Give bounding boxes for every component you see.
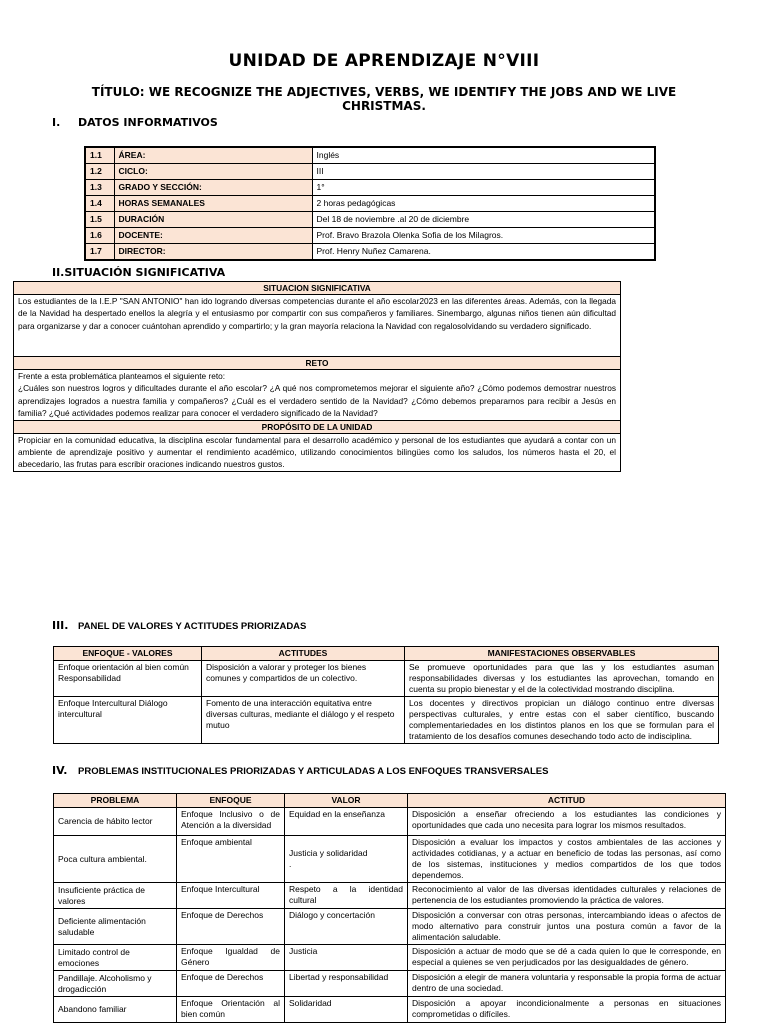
valor-cell: Respeto a la identidad cultural: [285, 883, 408, 909]
situacion-table: [13, 281, 621, 472]
situacion-text: Los estudiantes de la I.E.P "SAN ANTONIO" han ido logrando diversas competencias durante el año escolar2023 en las diferentes áreas. Además, con la llegada de la Navidad ha despertado enellos la alegría y el entusiasmo por compartir con sus compañeros y familiares. Sinembargo, algunas niños tienen aún dificultad para organizarse y dar a conocer cuántohan aprendido y compartirlo; y la gran mayoría relaciona la Navidad con regalosolvidando su verdadero significado.: [14, 295, 621, 357]
column-header: ENFOQUE: [177, 794, 285, 808]
problema-cell: Limitado control de emociones: [54, 945, 177, 971]
proposito-heading: PROPÓSITO DE LA UNIDAD: [14, 420, 621, 433]
enfoque-cell: Enfoque Inclusivo o de Atención a la diversidad: [177, 808, 285, 836]
table-row: [54, 971, 726, 997]
valor-cell: Libertad y responsabilidad: [285, 971, 408, 997]
info-label: ÁREA:: [114, 147, 312, 164]
column-header: MANIFESTACIONES OBSERVABLES: [405, 647, 719, 661]
info-row: [85, 244, 655, 261]
table-row: [54, 883, 726, 909]
problema-cell: Abandono familiar: [54, 997, 177, 1023]
manifestacion-cell: Los docentes y directivos propician un diálogo continuo entre diversas perspectivas culturales, y entre estas con el saber científico, buscando complementariedades en los distintos planos en los que se formulan para el tratamiento de los desafíos comunes desechando todo acto de indisciplina.: [405, 697, 719, 744]
problema-cell: Deficiente alimentación saludable: [54, 909, 177, 945]
problemas-table: [53, 793, 726, 1023]
actitud-cell: Disposición a elegir de manera voluntaria y responsable la propia forma de actuar dentro de una sociedad.: [408, 971, 726, 997]
actitud-cell: Reconocimiento al valor de las diversas identidades culturales y relaciones de pertenencia de los estudiantes promoviendo la práctica de valores.: [408, 883, 726, 909]
info-label: DURACIÓN: [114, 212, 312, 228]
info-label: DIRECTOR:: [114, 244, 312, 261]
manifestacion-cell: Se promueve oportunidades para que las y los estudiantes asuman responsabilidades diversas y los estudiantes las aprovechan, tomando en cuenta su propio bienestar y el de la colectividad mostrando disciplina.: [405, 661, 719, 697]
info-value: Prof. Henry Nuñez Camarena.: [312, 244, 655, 261]
info-table: [84, 146, 656, 261]
reto-text: Frente a esta problemática planteamos el siguiente reto: ¿Cuáles son nuestros logros y dificultades durante el año escolar? ¿A qué nos comprometemos mejorar el siguiente año? ¿Cómo podemos demostrar nuestros aprendizajes logrados a nuestra familia y compañeros? ¿Cuál es el verdadero sentido de la Navidad? ¿Cómo debemos prepararnos para recibir a Jesús en familia? ¿Qué actividades podemos realizar para conocer el verdadero significado de la Navidad?: [14, 370, 621, 421]
enfoque-cell: Enfoque Orientación al bien común: [177, 997, 285, 1023]
info-label: CICLO:: [114, 164, 312, 180]
info-row: [85, 212, 655, 228]
info-number: 1.7: [85, 244, 114, 261]
table-row: [54, 997, 726, 1023]
problema-cell: Carencia de hábito lector: [54, 808, 177, 836]
proposito-text: Propiciar en la comunidad educativa, la disciplina escolar fundamental para el desarrollo académico y personal de los estudiantes que ayudará a contar con un ambiente de aprendizaje positivo y aumentar el rendimiento académico, utilizando conocimientos bilingües como los saludos, los números hasta el 20, el abecedario, las frutas para escribir oraciones indicando nuestros gustos.: [14, 433, 621, 471]
valor-extra: .: [289, 859, 292, 869]
info-row: [85, 196, 655, 212]
actitud-cell: Disposición a conversar con otras personas, intercambiando ideas o afectos de modo alternativo para construir juntos una postura común a favor de la alimentación saludable.: [408, 909, 726, 945]
info-value: Inglés: [312, 147, 655, 164]
section-heading-problemas: IV. PROBLEMAS INSTITUCIONALES PRIORIZADAS Y ARTICULADAS A LOS ENFOQUES TRANSVERSALES: [52, 764, 549, 777]
enfoque-cell: Enfoque de Derechos: [177, 971, 285, 997]
actitud-cell: Disposición a apoyar incondicionalmente a personas en situaciones comprometidas o difíciles.: [408, 997, 726, 1023]
info-number: 1.3: [85, 180, 114, 196]
valor-cell: Diálogo y concertación: [285, 909, 408, 945]
document-title: UNIDAD DE APRENDIZAJE N°VIII: [228, 51, 540, 71]
info-value: Del 18 de noviembre .al 20 de diciembre: [312, 212, 655, 228]
valor-cell: [285, 836, 408, 883]
column-header: ACTITUDES: [202, 647, 405, 661]
column-header: VALOR: [285, 794, 408, 808]
enfoque-cell: Enfoque ambiental: [177, 836, 285, 883]
info-number: 1.2: [85, 164, 114, 180]
section-heading-valores: III. PANEL DE VALORES Y ACTITUDES PRIORIZADAS: [52, 619, 307, 632]
info-label: HORAS SEMANALES: [114, 196, 312, 212]
info-number: 1.6: [85, 228, 114, 244]
table-row: [54, 945, 726, 971]
table-row: [54, 836, 726, 883]
info-value: Prof. Bravo Brazola Olenka Sofia de los Milagros.: [312, 228, 655, 244]
column-header: PROBLEMA: [54, 794, 177, 808]
table-row: [54, 808, 726, 836]
info-row: [85, 164, 655, 180]
column-header: ENFOQUE - VALORES: [54, 647, 202, 661]
actitud-cell: Disposición a evaluar los impactos y costos ambientales de las acciones y actividades cotidianas, y a actuar en beneficio de todas las personas, así como de los sistemas, instituciones y medios compartidos de los que todos dependemos.: [408, 836, 726, 883]
table-row: [54, 661, 719, 697]
situacion-heading: SITUACION SIGNIFICATIVA: [14, 282, 621, 295]
table-row: [54, 697, 719, 744]
column-header: ACTITUD: [408, 794, 726, 808]
info-row: [85, 147, 655, 164]
info-label: GRADO Y SECCIÓN:: [114, 180, 312, 196]
section-heading-datos: I. DATOS INFORMATIVOS: [52, 116, 218, 129]
enfoque-cell: Enfoque orientación al bien común Responsabilidad: [54, 661, 202, 697]
valor-cell: Solidaridad: [285, 997, 408, 1023]
enfoque-cell: Enfoque Intercultural: [177, 883, 285, 909]
valor-text: Justicia y solidaridad: [289, 848, 368, 858]
actitud-cell: Fomento de una interacción equitativa entre diversas culturas, mediante el diálogo y el respeto mutuo: [202, 697, 405, 744]
info-value: 2 horas pedagógicas: [312, 196, 655, 212]
enfoque-cell: Enfoque Intercultural Diálogo intercultural: [54, 697, 202, 744]
actitud-cell: Disposición a actuar de modo que se dé a cada quien lo que le corresponde, en especial a quienes se ven perjudicados por las desigualdades de género.: [408, 945, 726, 971]
actitud-cell: Disposición a valorar y proteger los bienes comunes y compartidos de un colectivo.: [202, 661, 405, 697]
valor-cell: Justicia: [285, 945, 408, 971]
unit-subtitle: TÍTULO: WE RECOGNIZE THE ADJECTIVES, VERBS, WE IDENTIFY THE JOBS AND WE LIVE CHRISTMAS.: [91, 85, 677, 113]
table-row: [54, 909, 726, 945]
problema-cell: Insuficiente práctica de valores: [54, 883, 177, 909]
valores-table: [53, 646, 719, 744]
info-value: III: [312, 164, 655, 180]
valor-cell: Equidad en la enseñanza: [285, 808, 408, 836]
info-row: [85, 228, 655, 244]
problema-cell: Pandillaje. Alcoholismo y drogadicción: [54, 971, 177, 997]
enfoque-cell: Enfoque de Derechos: [177, 909, 285, 945]
info-number: 1.1: [85, 147, 114, 164]
info-number: 1.4: [85, 196, 114, 212]
info-number: 1.5: [85, 212, 114, 228]
info-row: [85, 180, 655, 196]
info-value: 1°: [312, 180, 655, 196]
info-label: DOCENTE:: [114, 228, 312, 244]
section-heading-situacion: II.SITUACIÓN SIGNIFICATIVA: [52, 266, 226, 279]
enfoque-cell: Enfoque Igualdad de Género: [177, 945, 285, 971]
actitud-cell: Disposición a enseñar ofreciendo a los estudiantes las condiciones y oportunidades que cada uno necesita para lograr los mismos resultados.: [408, 808, 726, 836]
problema-cell: Poca cultura ambiental.: [54, 836, 177, 883]
reto-heading: RETO: [14, 357, 621, 370]
